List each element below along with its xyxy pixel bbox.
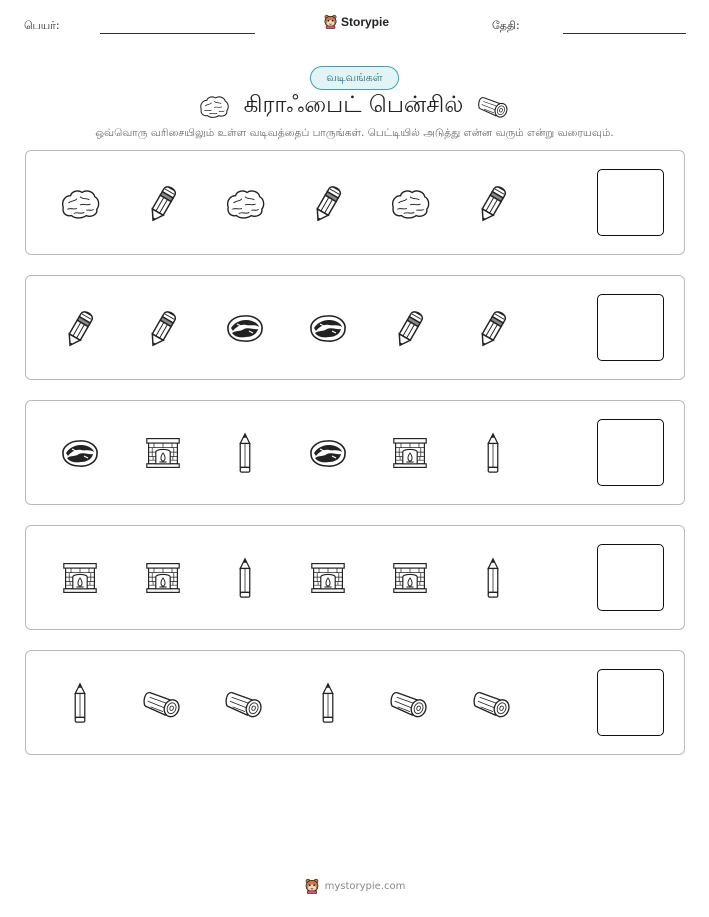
- pattern-cell: [303, 178, 353, 228]
- eraser-pencil-icon: [142, 182, 184, 224]
- pattern-cell: [385, 428, 435, 478]
- pattern-cell: [385, 678, 435, 728]
- graphite-rock-icon: [60, 436, 100, 470]
- date-field[interactable]: [563, 33, 686, 34]
- pattern-cell: [220, 428, 270, 478]
- pattern-cell: [468, 553, 518, 603]
- footer-url[interactable]: mystorypie.com: [324, 880, 406, 892]
- pattern-cell: [385, 178, 435, 228]
- pattern-cell: [138, 428, 188, 478]
- name-field[interactable]: [100, 33, 255, 34]
- date-label: தேதி:: [492, 19, 520, 32]
- graphite-ore-icon: [198, 93, 230, 119]
- eraser-pencil-icon: [142, 307, 184, 349]
- kiln-icon: [310, 561, 346, 595]
- pattern-cell: [55, 678, 105, 728]
- pattern-cell: [220, 678, 270, 728]
- log-icon: [477, 93, 511, 119]
- pencil-icon: [235, 432, 255, 474]
- pattern-cell: [138, 178, 188, 228]
- pencil-icon: [318, 682, 338, 724]
- graphite-rock-icon: [225, 311, 265, 345]
- log-icon: [224, 687, 266, 719]
- eraser-pencil-icon: [472, 307, 514, 349]
- footer: [0, 878, 709, 894]
- pattern-cell: [55, 428, 105, 478]
- graphite-rock-icon: [308, 436, 348, 470]
- graphite-rock-icon: [308, 311, 348, 345]
- kiln-icon: [392, 436, 428, 470]
- storypie-mascot-icon: [304, 878, 320, 894]
- log-icon: [142, 687, 184, 719]
- pattern-cell: [220, 178, 270, 228]
- pattern-row: [25, 400, 685, 505]
- answer-box[interactable]: [597, 169, 664, 236]
- page-title: கிராஃபைட் பென்சில்: [243, 91, 464, 118]
- worksheet-header: [0, 0, 709, 50]
- category-tag: வடிவங்கள்: [310, 66, 399, 90]
- pattern-cell: [138, 553, 188, 603]
- answer-box[interactable]: [597, 294, 664, 361]
- kiln-icon: [392, 561, 428, 595]
- answer-box[interactable]: [597, 669, 664, 736]
- pattern-cell: [55, 553, 105, 603]
- pattern-cell: [303, 553, 353, 603]
- pattern-cell: [385, 303, 435, 353]
- pencil-icon: [483, 432, 503, 474]
- eraser-pencil-icon: [59, 307, 101, 349]
- pattern-cell: [468, 178, 518, 228]
- pattern-cell: [55, 178, 105, 228]
- graphite-ore-icon: [59, 186, 101, 220]
- pattern-cell: [303, 678, 353, 728]
- kiln-icon: [62, 561, 98, 595]
- log-icon: [472, 687, 514, 719]
- log-icon: [389, 687, 431, 719]
- eraser-pencil-icon: [307, 182, 349, 224]
- kiln-icon: [145, 436, 181, 470]
- pattern-cell: [468, 303, 518, 353]
- pattern-cell: [385, 553, 435, 603]
- eraser-pencil-icon: [389, 307, 431, 349]
- pattern-row: [25, 525, 685, 630]
- kiln-icon: [145, 561, 181, 595]
- pattern-cell: [468, 428, 518, 478]
- pencil-icon: [483, 557, 503, 599]
- graphite-ore-icon: [224, 186, 266, 220]
- instructions: ஒவ்வொரு வரிசையிலும் உள்ள வடிவத்தைப் பாருங்கள். பெட்டியில் அடுத்து என்ன வரும் என்று வரையவும்.: [95, 127, 614, 139]
- pattern-row: [25, 650, 685, 755]
- pattern-cell: [220, 553, 270, 603]
- pattern-cell: [303, 303, 353, 353]
- pattern-cell: [468, 678, 518, 728]
- pattern-cell: [220, 303, 270, 353]
- title-row: [0, 88, 709, 124]
- brand-name: Storypie: [341, 14, 390, 29]
- pattern-cell: [138, 303, 188, 353]
- brand-logo: [323, 14, 389, 29]
- pattern-row: [25, 275, 685, 380]
- pattern-cell: [303, 428, 353, 478]
- graphite-ore-icon: [389, 186, 431, 220]
- answer-box[interactable]: [597, 544, 664, 611]
- pattern-row: [25, 150, 685, 255]
- pencil-icon: [70, 682, 90, 724]
- eraser-pencil-icon: [472, 182, 514, 224]
- storypie-mascot-icon: [323, 14, 338, 29]
- pattern-cell: [55, 303, 105, 353]
- pencil-icon: [235, 557, 255, 599]
- name-label: பெயர்:: [24, 19, 60, 32]
- answer-box[interactable]: [597, 419, 664, 486]
- pattern-cell: [138, 678, 188, 728]
